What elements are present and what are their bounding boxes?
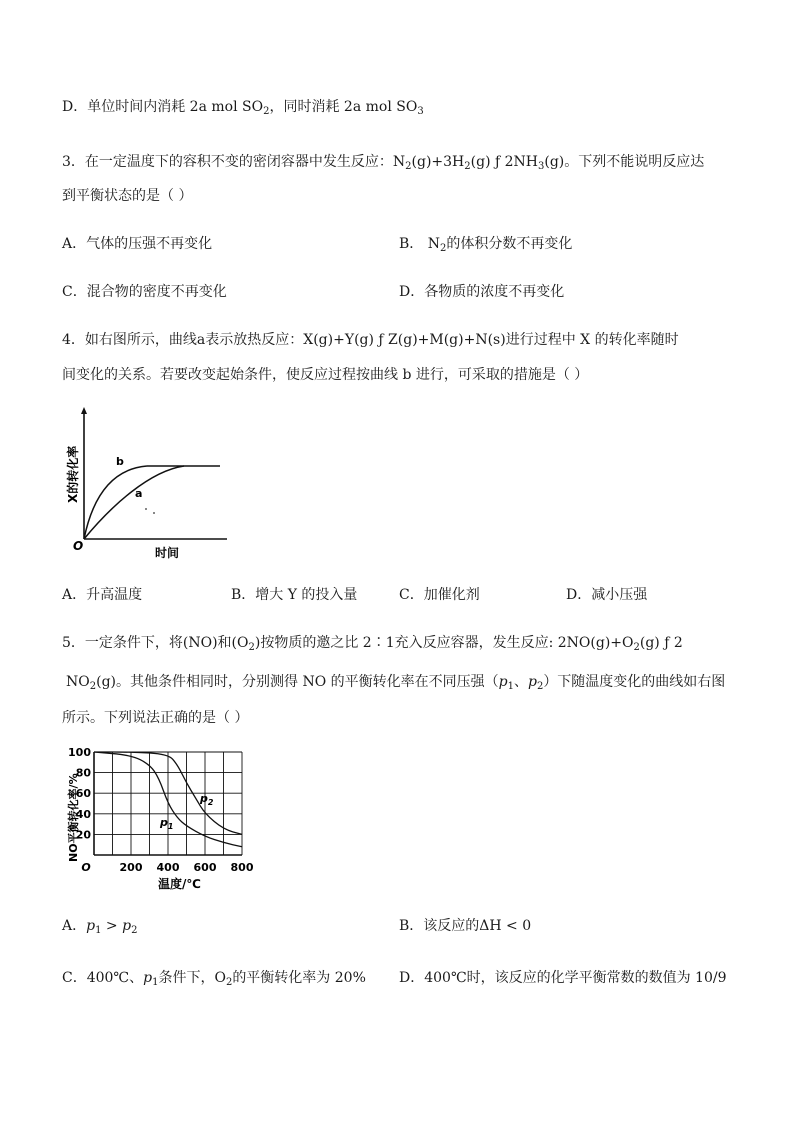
q4-origin-label: O xyxy=(73,539,84,553)
q4-conversion-time-graph xyxy=(62,405,232,560)
q5-stem-line3: 所示。下列说法正确的是（ ） xyxy=(62,710,249,726)
q4-curve-a xyxy=(84,466,184,539)
q4-y-axis-label: X的转化率 xyxy=(66,445,80,503)
q4-dot xyxy=(153,512,155,514)
q4-dot xyxy=(145,508,147,510)
q5-y-tick-label: 80 xyxy=(75,766,91,780)
q2-option-d[interactable]: D．单位时间内消耗 2a mol $SO_2$，同时消耗 2a mol $SO_3$ xyxy=(62,99,424,117)
q3-option-b[interactable]: B． $N_2$的体积分数不再变化 xyxy=(399,236,573,254)
q5-x-tick-label: 400 xyxy=(156,861,180,874)
q5-x-axis-label: 温度/℃ xyxy=(158,877,201,891)
q5-x-tick-label: 800 xyxy=(230,861,254,874)
q4-option-c[interactable]: C．加催化剂 xyxy=(399,587,480,603)
q3-option-c[interactable]: C．混合物的密度不再变化 xyxy=(62,284,227,300)
q5-y-tick-label: 100 xyxy=(68,746,91,759)
q5-x-tick-label: 600 xyxy=(193,861,217,874)
q5-x-tick-label: 200 xyxy=(119,861,143,874)
q4-option-a[interactable]: A．升高温度 xyxy=(62,587,143,603)
q5-stem-line2: $NO_2(g)$。其他条件相同时，分别测得 NO 的平衡转化率在不同压强（$p_1$、$p_2$）下随温度变化的曲线如右图 xyxy=(66,674,726,692)
q4-y-axis-arrow xyxy=(81,407,87,414)
q3-stem-line1: 3．在一定温度下的容积不变的密闭容器中发生反应：$N_2(g)+3H_2(g)$ ƒ $2NH_3(g)$。下列不能说明反应达 xyxy=(62,154,705,172)
q4-stem-line2: 间变化的关系。若要改变起始条件，使反应过程按曲线 b 进行，可采取的措施是（ ） xyxy=(62,367,589,383)
q3-option-a[interactable]: A．气体的压强不再变化 xyxy=(62,236,213,252)
q4-option-d[interactable]: D．减小压强 xyxy=(566,587,648,603)
q4-label-a: a xyxy=(135,487,143,500)
q5-series-label-p2: $p_2$ xyxy=(200,792,214,807)
q4-label-b: b xyxy=(116,455,124,468)
q5-x-tick-label: O xyxy=(81,861,91,874)
q5-y-tick-label: 20 xyxy=(75,828,91,842)
q5-y-tick-label: 60 xyxy=(75,787,91,801)
q5-y-axis-label: NO平衡转化率/% xyxy=(67,773,80,862)
q5-series-label-p1: $p_1$ xyxy=(160,816,174,831)
q5-option-a[interactable]: A．$p_1 > p_2$ xyxy=(62,918,138,936)
q4-stem-line1: 4．如右图所示，曲线a表示放热反应：X(g)+Y(g) ƒ Z(g)+M(g)+N(s)进行过程中 X 的转化率随时 xyxy=(62,332,679,348)
q5-option-b[interactable]: B．该反应的ΔH < 0 xyxy=(399,918,532,934)
q4-x-axis-label: 时间 xyxy=(155,546,180,560)
q4-option-b[interactable]: B．增大 Y 的投入量 xyxy=(231,587,358,603)
q3-stem-line2: 到平衡状态的是（ ） xyxy=(62,188,193,204)
q5-no-conversion-chart xyxy=(62,742,262,894)
q5-option-c[interactable]: C．400℃、$p_1$条件下，$O_2$的平衡转化率为 20% xyxy=(62,970,366,988)
q5-y-tick-label: 40 xyxy=(75,807,91,821)
q5-option-d[interactable]: D．400℃时，该反应的化学平衡常数的数值为 10/9 xyxy=(399,970,727,986)
q3-option-d[interactable]: D．各物质的浓度不再变化 xyxy=(399,284,565,300)
q5-stem-line1: 5．一定条件下，将(NO)和$(O_2)$按物质的邀之比 2∶1充入反应容器，发生反应: $2NO(g)+O_2(g)$ ƒ 2 xyxy=(62,635,683,653)
